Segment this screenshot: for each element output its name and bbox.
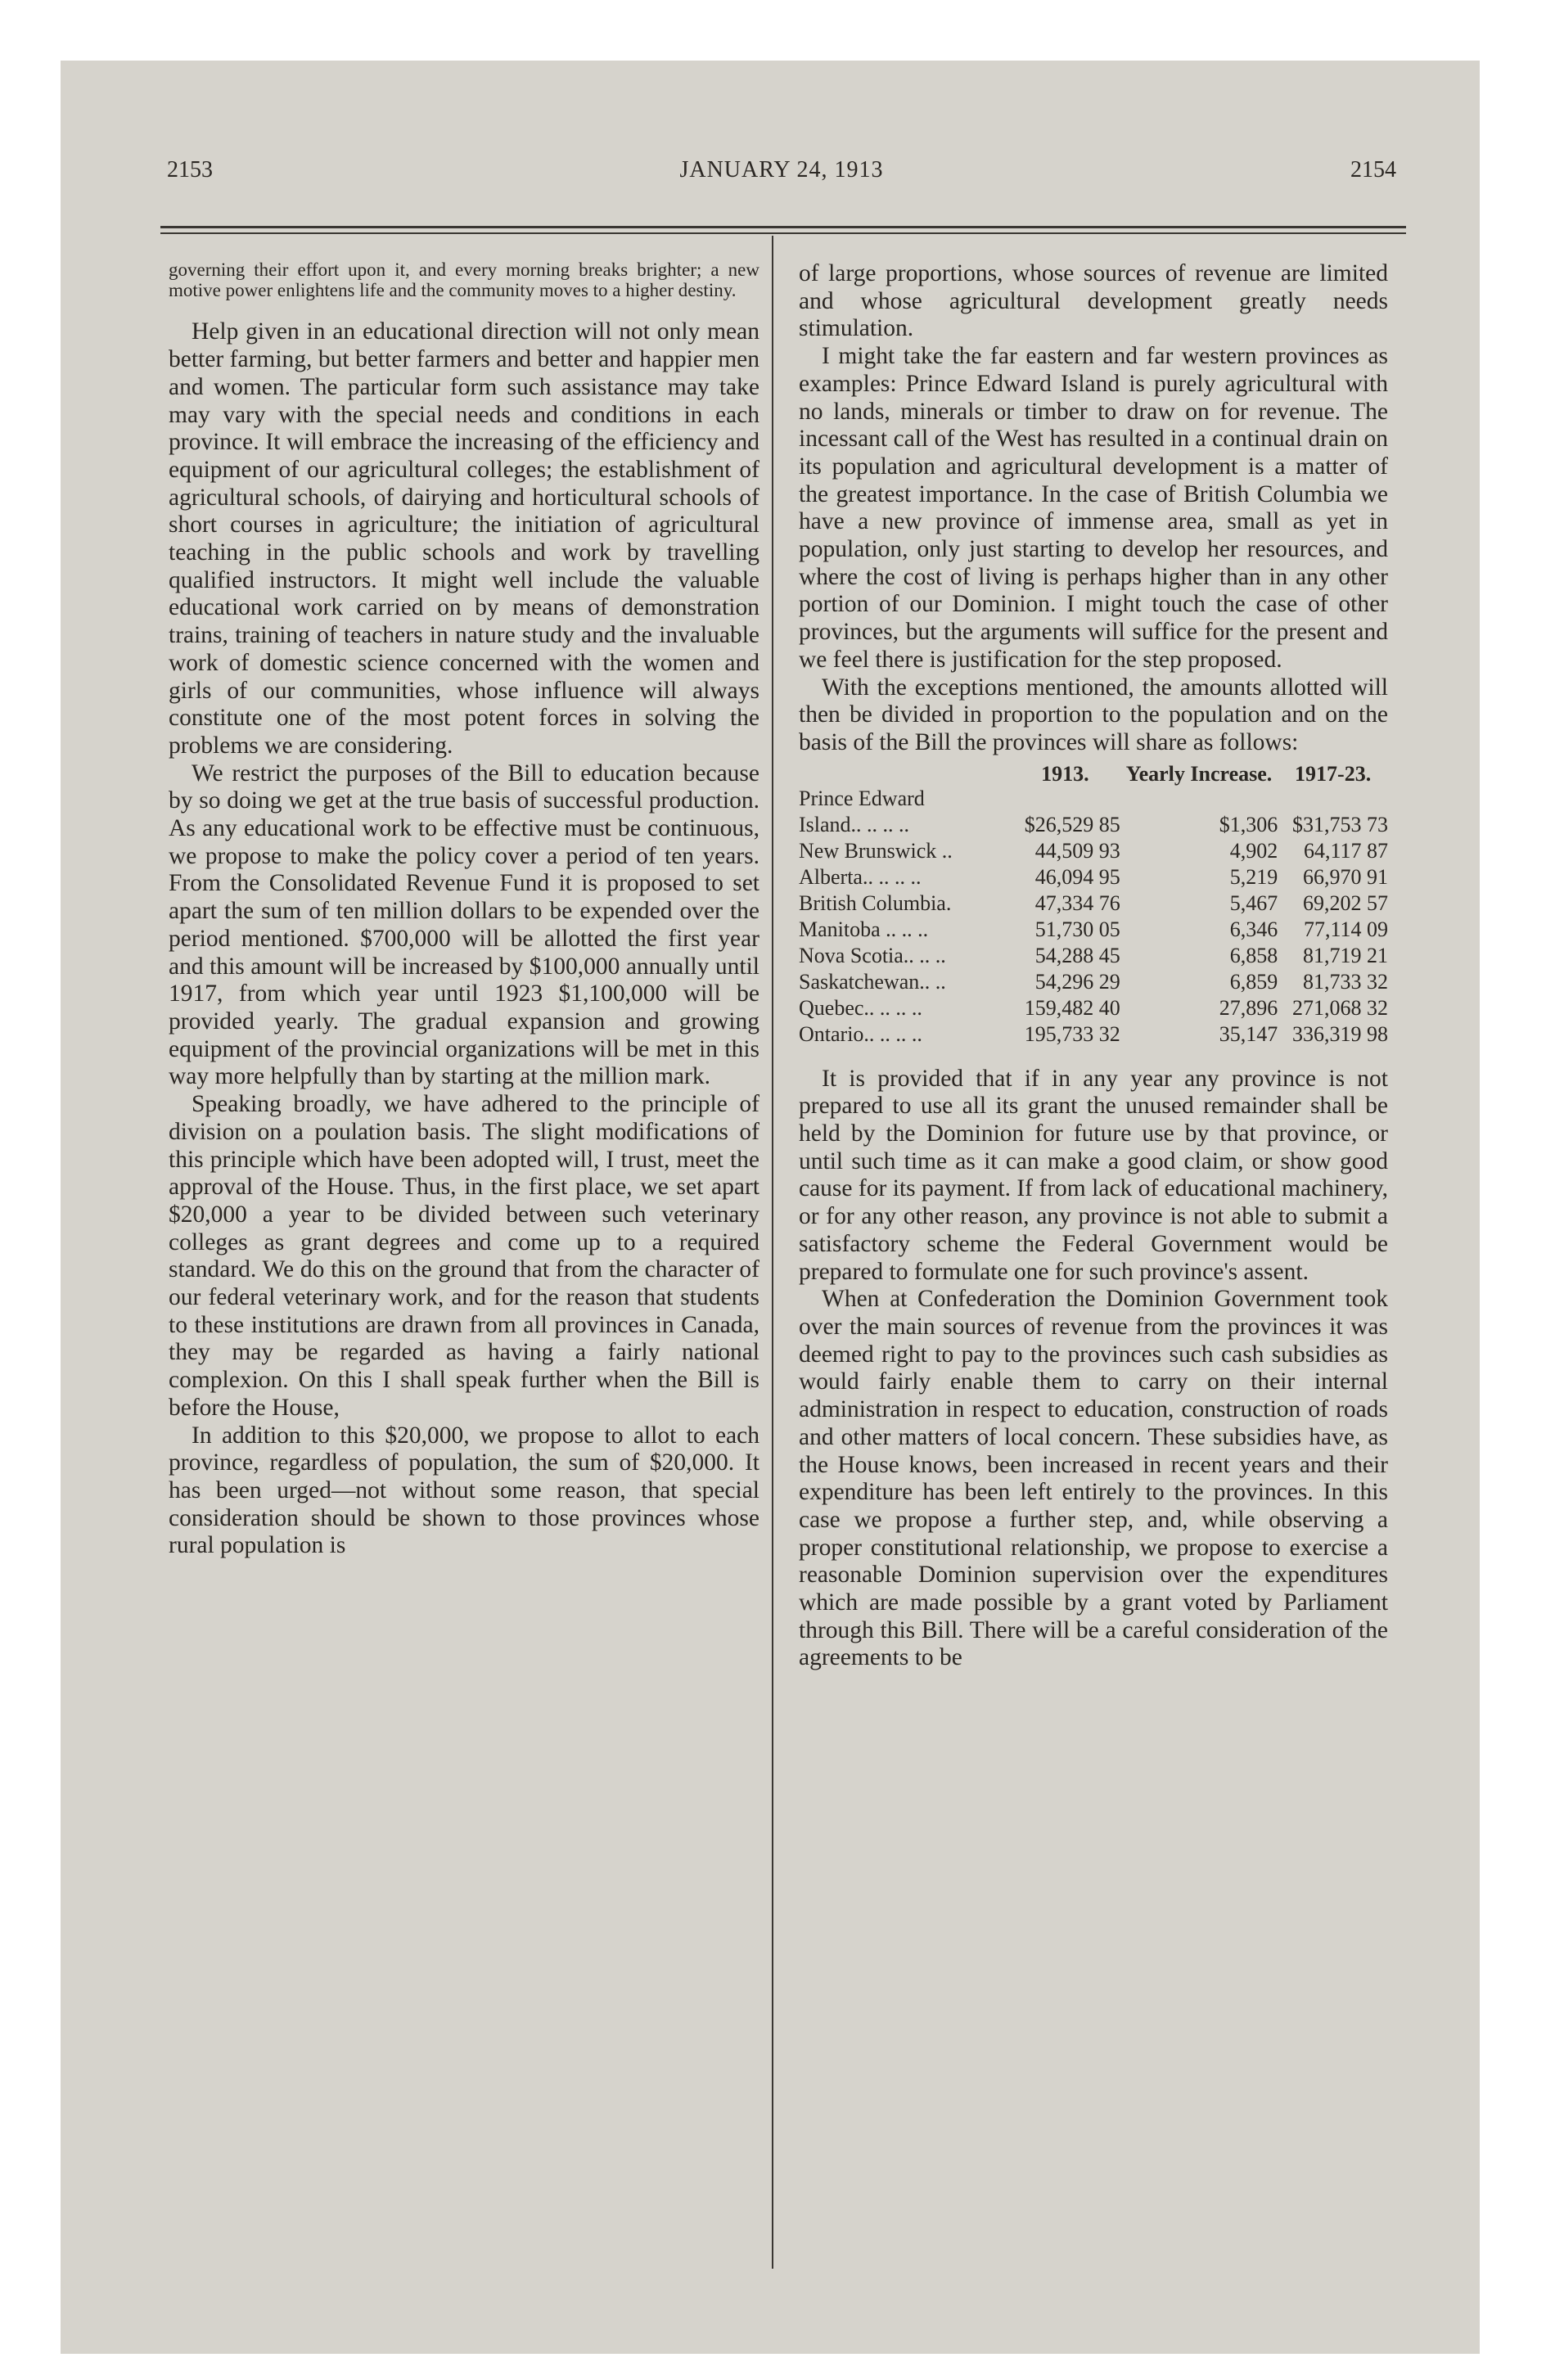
province-name: Quebec.. .. .. .. [799, 995, 922, 1020]
value-1913: 47,334 76 [1034, 890, 1120, 915]
province-name: Prince Edward [799, 786, 925, 810]
value-1917-23: $31,753 73 [1292, 812, 1388, 836]
value-1913: $26,529 85 [1024, 812, 1120, 836]
province-name: Nova Scotia.. .. .. [799, 943, 946, 967]
table-header-1917-23: 1917-23. [1295, 761, 1372, 786]
left-paragraph-5: In addition to this $20,000, we propose to allot to each province, regardless of population, the sum of $20,000. It has been urged—not without some reason, that special consideration should be shown to those provinces whose rural population is [169, 1422, 759, 1559]
value-yearly-increase: 5,467 [1229, 890, 1278, 915]
page-number-right: 2154 [1350, 157, 1396, 183]
table-row [799, 917, 1388, 943]
table-header-blank [799, 762, 1010, 786]
value-yearly-increase: 5,219 [1229, 864, 1278, 889]
left-column [169, 260, 759, 1560]
header-rule-bottom [160, 232, 1406, 234]
right-paragraph-5: When at Confederation the Dominion Government took over the main sources of revenue from the provinces it was deemed right to pay to the provinces such cash subsidies as would fairly enable them to carry on their internal administration in respect to education, construction of roads and other matters of local concern. These subsidies have, as the House knows, been increased in recent years and their expenditure has been left entirely to the provinces. In this case we propose a further step, and, while observing a proper constitutional relationship, we propose to exercise a reasonable Dominion supervision over the expenditures which are made possible by a grant voted by Parliament through this Bill. There will be a careful consideration of the agreements to be [799, 1286, 1388, 1671]
value-1913: 195,733 32 [1024, 1021, 1120, 1046]
right-paragraph-4: It is provided that if in any year any province is not prepared to use all its grant the unused remainder shall be held by the Dominion for future use by that province, or until such time as it can make a good claim, or show good cause for its payment. If from lack of educational machinery, or for any other reason, any province is not able to submit a satisfactory scheme the Federal Government would be prepared to formulate one for such province's assent. [799, 1065, 1388, 1285]
value-yearly-increase: 6,346 [1229, 917, 1278, 941]
value-1917-23 [1278, 786, 1388, 812]
column-divider [772, 236, 773, 2269]
right-paragraph-3: With the exceptions mentioned, the amounts allotted will then be divided in proportion to the population and on the basis of the Bill the provinces will share as follows: [799, 674, 1388, 755]
table-row [799, 786, 1388, 812]
table-header-1913: 1913. [1041, 761, 1089, 786]
value-1913: 46,094 95 [1034, 864, 1120, 889]
value-1917-23: 66,970 91 [1303, 864, 1388, 889]
value-1913: 51,730 05 [1034, 917, 1120, 941]
value-yearly-increase: 4,902 [1229, 838, 1278, 863]
value-1913: 44,509 93 [1034, 838, 1120, 863]
value-yearly-increase: 6,859 [1229, 969, 1278, 994]
value-1917-23: 81,719 21 [1303, 943, 1388, 967]
value-1913 [1010, 786, 1120, 812]
value-1913: 54,288 45 [1034, 943, 1120, 967]
value-1917-23: 271,068 32 [1292, 995, 1388, 1020]
table-row [799, 1021, 1388, 1048]
table-row [799, 943, 1388, 969]
value-yearly-increase [1120, 786, 1278, 812]
province-name: British Columbia. [799, 890, 952, 915]
table-header-yearly-increase: Yearly Increase. [1125, 761, 1273, 786]
table-row [799, 838, 1388, 864]
value-1917-23: 64,117 87 [1303, 838, 1388, 863]
province-name: Ontario.. .. .. .. [799, 1021, 922, 1046]
header-rule-top [160, 226, 1406, 228]
province-name: New Brunswick .. [799, 838, 953, 863]
value-yearly-increase: 6,858 [1229, 943, 1278, 967]
table-row [799, 995, 1388, 1021]
left-paragraph-4: Speaking broadly, we have adhered to the principle of division on a poulation basis. The slight modifications of this principle which have been adopted will, I trust, meet the approval of the House. Thus, in the first place, we set apart $20,000 a year to be divided between such veterinary colleges as grant degrees and come up to a required standard. We do this on the ground that from the character of our federal veterinary work, and for the reason that students to these institutions are drawn from all provinces in Canada, they may be regarded as having a fairly national complexion. On this I shall speak further when the Bill is before the House, [169, 1091, 759, 1421]
value-1917-23: 336,319 98 [1292, 1021, 1388, 1046]
value-1913: 159,482 40 [1024, 995, 1120, 1020]
table-row [799, 864, 1388, 890]
page-number-left: 2153 [167, 157, 213, 183]
right-paragraph-2: I might take the far eastern and far western provinces as examples: Prince Edward Island is purely agricultural with no lands, minerals or timber to draw on for revenue. The incessant call of the West has resulted in a continual drain on its population and agricultural development is a matter of the greatest importance. In the case of British Columbia we have a new province of immense area, small as yet in population, only just starting to develop her resources, and where the cost of living is perhaps higher than in any other portion of our Dominion. I might touch the case of other provinces, but the arguments will suffice for the present and we feel there is justification for the step proposed. [799, 343, 1388, 673]
value-1917-23: 77,114 09 [1303, 917, 1388, 941]
right-paragraph-1: of large proportions, whose sources of revenue are limited and whose agricultural development greatly needs stimulation. [799, 260, 1388, 342]
newspaper-page [61, 61, 1480, 2354]
table-row [799, 890, 1388, 917]
table-header-row [799, 762, 1388, 786]
province-name: Saskatchewan.. .. [799, 969, 946, 994]
value-yearly-increase: $1,306 [1219, 812, 1278, 836]
table-row [799, 812, 1388, 838]
value-1913: 54,296 29 [1034, 969, 1120, 994]
page-date: JANUARY 24, 1913 [679, 157, 884, 183]
value-yearly-increase: 27,896 [1219, 995, 1278, 1020]
value-1917-23: 69,202 57 [1303, 890, 1388, 915]
page-header [167, 157, 1396, 198]
province-name: Island.. .. .. .. [799, 812, 910, 836]
right-column [799, 260, 1388, 1672]
value-1917-23: 81,733 32 [1303, 969, 1388, 994]
province-name: Manitoba .. .. .. [799, 917, 929, 941]
scanned-page-background [61, 61, 1480, 2354]
left-paragraph-3: We restrict the purposes of the Bill to education because by so doing we get at the true basis of successful production. As any educational work to be effective must be continuous, we propose to make the policy cover a period of ten years. From the Consolidated Revenue Fund it is proposed to set apart the sum of ten million dollars to be expended over the period mentioned. $700,000 will be allotted the first year and this amount will be increased by $100,000 annually until 1917, from which year until 1923 $1,100,000 will be provided yearly. The gradual expansion and growing equipment of the provincial organizations will be met in this way more helpfully than by starting at the million mark. [169, 760, 759, 1090]
province-name: Alberta.. .. .. .. [799, 864, 922, 889]
table-row [799, 969, 1388, 995]
value-yearly-increase: 35,147 [1219, 1021, 1278, 1046]
left-paragraph-1: governing their effort upon it, and every morning breaks brighter; a new motive power enlightens life and the community moves to a higher destiny. [169, 259, 759, 300]
provincial-allotment-table [799, 762, 1388, 1048]
left-paragraph-2: Help given in an educational direction will not only mean better farming, but better farmers and better and happier men and women. The particular form such assistance may take may vary with the special needs and conditions in each province. It will embrace the increasing of the efficiency and equipment of our agricultural colleges; the establishment of agricultural schools, of dairying and horticultural schools of short courses in agriculture; the initiation of agricultural teaching in the public schools and work by travelling qualified instructors. It might well include the valuable educational work carried on by means of demonstration trains, training of teachers in nature study and the invaluable work of domestic science concerned with the women and girls of our communities, whose influence will always constitute one of the most potent forces in solving the problems we are considering. [169, 318, 759, 759]
